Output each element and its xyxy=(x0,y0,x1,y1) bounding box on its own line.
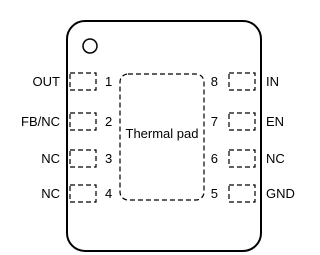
pin-number: 3 xyxy=(105,151,113,166)
pin-name: NC xyxy=(41,151,60,166)
pin-name: NC xyxy=(41,186,60,201)
pin-number: 8 xyxy=(210,74,218,89)
thermal-pad-label: Thermal pad xyxy=(125,126,199,141)
left-pin-1 xyxy=(33,73,113,90)
pin-number: 5 xyxy=(210,186,218,201)
pin-name: OUT xyxy=(32,74,60,89)
pin-name: GND xyxy=(266,186,295,201)
pin-pad xyxy=(70,113,96,130)
pin-pad xyxy=(70,185,96,202)
pin-number: 4 xyxy=(105,186,113,201)
pin1-indicator-dot xyxy=(83,39,97,53)
pin-number: 2 xyxy=(105,114,113,129)
pin-pad xyxy=(229,185,255,202)
pin-pad xyxy=(70,73,96,90)
pin-number: 6 xyxy=(210,151,218,166)
pin-pad xyxy=(229,73,255,90)
pin-pad xyxy=(229,113,255,130)
pin-name: NC xyxy=(266,151,285,166)
pin-pad xyxy=(229,150,255,167)
right-pin-8 xyxy=(211,73,279,90)
left-pin-3 xyxy=(41,150,112,167)
pin-name: EN xyxy=(266,114,285,129)
pin-number: 1 xyxy=(105,74,113,89)
right-pin-6 xyxy=(211,150,285,167)
left-pin-4 xyxy=(41,185,112,202)
right-pin-7 xyxy=(211,113,284,130)
pin-pad xyxy=(70,150,96,167)
pin-number: 7 xyxy=(210,114,218,129)
pin-name: FB/NC xyxy=(21,114,60,129)
pin-name: IN xyxy=(266,74,279,89)
right-pin-5 xyxy=(211,185,295,202)
